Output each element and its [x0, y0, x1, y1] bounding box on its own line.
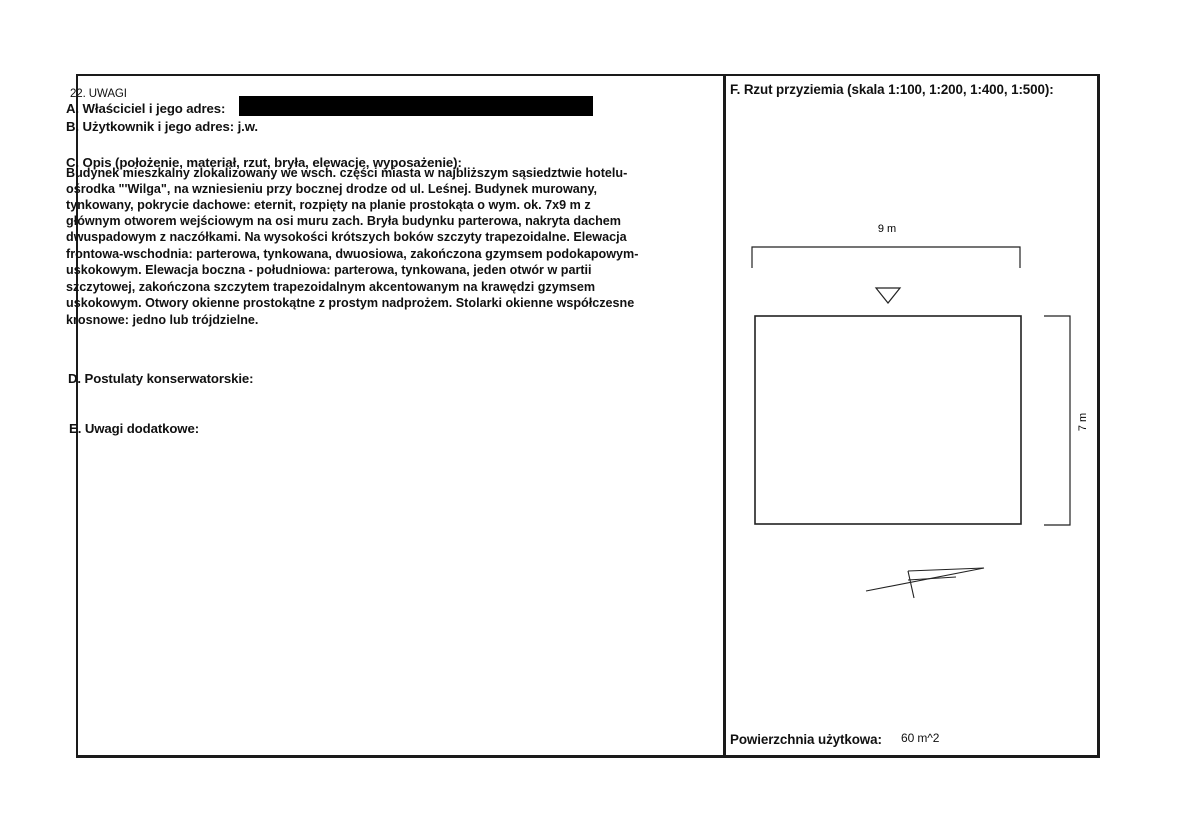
description-line: frontowa-wschodnia: parterowa, tynkowana, dwuosiowa, zakończona gzymsem podokapowym- — [66, 247, 639, 261]
description-line: uskokowym. Otwory okienne prostokątne z prostym nadprożem. Stolarki okienne współczesne — [66, 296, 635, 310]
entrance-marker-icon — [876, 288, 900, 303]
area-value: 60 m^2 — [901, 731, 940, 745]
building-outline — [755, 316, 1021, 524]
description-line: tynkowany, pokrycie dachowe: eternit, rozpięty na planie prostokąta o wym. ok. 7x9 m z — [66, 198, 591, 212]
user-label: B. Użytkownik i jego adres: j.w. — [66, 119, 258, 134]
owner-label: A. Właściciel i jego adres: — [66, 101, 226, 116]
plan-heading: F. Rzut przyziemia (skala 1:100, 1:200, 1:400, 1:500): — [730, 82, 1054, 97]
description-line: ośrodka "'Wilga", na wzniesieniu przy bocznej drodze od ul. Leśnej. Budynek murowany, — [66, 182, 598, 196]
description-line: dwuspadowym z naczółkami. Na wysokości krótszych boków szczyty trapezoidalne. Elewacja — [66, 230, 627, 244]
description-heading: C. Opis (położenie, materiał, rzut, bryła, elewacje, wyposażenie): — [66, 155, 462, 170]
depth-dimension-label: 7 m — [1077, 412, 1089, 432]
postulates-label: D. Postulaty konserwatorskie: — [68, 371, 254, 386]
section-number: 22. UWAGI — [70, 88, 127, 100]
area-label: Powierzchnia użytkowa: — [730, 732, 882, 747]
description-line: Budynek mieszkalny zlokalizowany we wsch. części miasta w najbliższym sąsiedztwie hotelu- — [66, 166, 628, 180]
floor-plan — [726, 200, 1098, 620]
description-line: szczytowej, zakończona szczytem trapezoidalnym akcentowanym na krawędzi gzymsem — [66, 280, 596, 294]
width-dimension-line — [752, 247, 1020, 268]
description-line: uskokowym. Elewacja boczna - południowa: parterowa, tynkowana, jeden otwór w partii — [66, 263, 592, 277]
width-dimension-label: 9 m — [877, 223, 897, 235]
redacted-address — [239, 96, 593, 116]
description-line: krosnowe: jedno lub trójdzielne. — [66, 313, 259, 327]
description-line: głównym otworem wejściowym na osi muru zach. Bryła budynku parterowa, nakryta dachem — [66, 214, 621, 228]
north-arrow-icon — [866, 568, 984, 598]
depth-dimension-line — [1044, 316, 1070, 525]
additional-label: E. Uwagi dodatkowe: — [69, 421, 199, 436]
